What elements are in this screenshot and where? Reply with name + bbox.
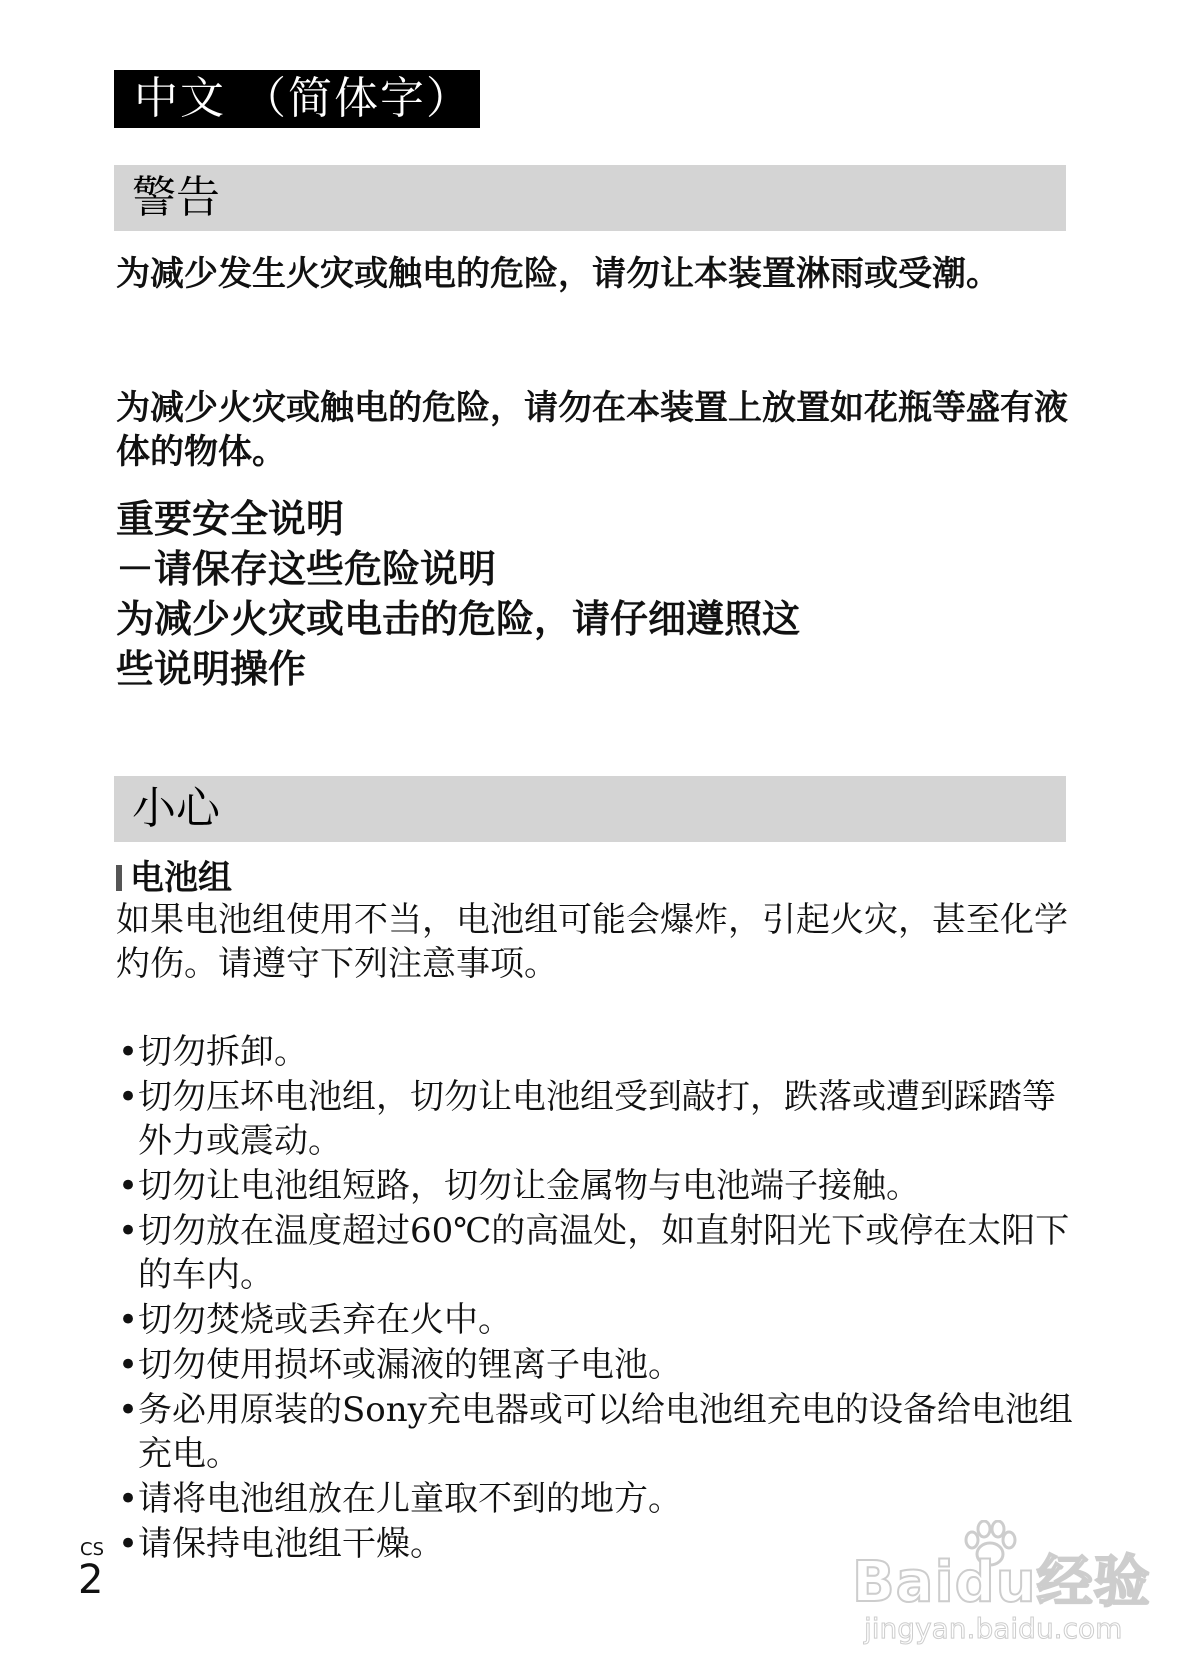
battery-subheading bbox=[116, 856, 232, 900]
safety-instructions bbox=[116, 494, 1076, 694]
subheading-marker bbox=[116, 865, 122, 891]
list-item bbox=[116, 1030, 1076, 1074]
watermark bbox=[852, 1520, 1172, 1650]
warning-text-rain: 为减少发生火灾或触电的危险，请勿让本装置淋雨或受潮。 bbox=[116, 254, 1000, 294]
bullet-dot: • bbox=[118, 1345, 139, 1385]
battery-subheading-label: 电池组 bbox=[130, 858, 232, 898]
page-number: 2 bbox=[78, 1557, 104, 1603]
list-item bbox=[116, 1209, 1076, 1297]
list-item bbox=[116, 1388, 1076, 1476]
list-item-text: 务必用原装的Sony充电器或可以给电池组充电的设备给电池组充电。 bbox=[138, 1390, 1073, 1474]
bullet-dot: • bbox=[118, 1032, 139, 1072]
bullet-dot: • bbox=[118, 1390, 139, 1430]
warning-text-liquid: 为减少火灾或触电的危险，请勿在本装置上放置如花瓶等盛有液体的物体。 bbox=[116, 388, 1068, 472]
safety-line: 些说明操作 bbox=[116, 647, 307, 691]
watermark-brand: Baidu经验 bbox=[852, 1550, 1151, 1615]
list-item bbox=[116, 1075, 1076, 1163]
list-item bbox=[116, 1164, 1076, 1208]
bullet-dot: • bbox=[118, 1524, 139, 1564]
list-item-text: 请将电池组放在儿童取不到的地方。 bbox=[138, 1479, 682, 1519]
list-item-text: 切勿使用损坏或漏液的锂离子电池。 bbox=[138, 1345, 682, 1385]
language-tab: 中文 （简体字） bbox=[114, 70, 480, 128]
warning-section-title: 警告 bbox=[114, 165, 1066, 231]
battery-intro: 如果电池组使用不当，电池组可能会爆炸，引起火灾，甚至化学灼伤。请遵守下列注意事项。 bbox=[116, 900, 1068, 984]
watermark-url: jingyan.baidu.com bbox=[864, 1612, 1123, 1645]
list-item-text: 请保持电池组干燥。 bbox=[138, 1524, 444, 1564]
list-item-text: 切勿放在温度超过60℃的高温处，如直射阳光下或停在太阳下的车内。 bbox=[138, 1211, 1070, 1295]
bullet-dot: • bbox=[118, 1479, 139, 1519]
list-item-text: 切勿拆卸。 bbox=[138, 1032, 308, 1072]
battery-precautions-list bbox=[116, 1030, 1076, 1567]
page-code: CS bbox=[80, 1539, 104, 1560]
list-item-text: 切勿焚烧或丢弃在火中。 bbox=[138, 1300, 512, 1340]
warning-paragraph-rain bbox=[116, 252, 1076, 296]
list-item bbox=[116, 1343, 1076, 1387]
list-item bbox=[116, 1477, 1076, 1521]
bullet-dot: • bbox=[118, 1077, 139, 1117]
list-item-text: 切勿让电池组短路，切勿让金属物与电池端子接触。 bbox=[138, 1166, 920, 1206]
bullet-dot: • bbox=[118, 1300, 139, 1340]
caution-section-title: 小心 bbox=[114, 776, 1066, 842]
bullet-dot: • bbox=[118, 1211, 139, 1251]
safety-line: 重要安全说明 bbox=[116, 497, 345, 541]
bullet-dot: • bbox=[118, 1166, 139, 1206]
list-item-text: 切勿压坏电池组，切勿让电池组受到敲打，跌落或遭到踩踏等外力或震动。 bbox=[138, 1077, 1056, 1161]
warning-paragraph-liquid bbox=[116, 386, 1076, 474]
safety-line: 为减少火灾或电击的危险，请仔细遵照这 bbox=[116, 597, 801, 641]
list-item bbox=[116, 1298, 1076, 1342]
safety-line: －请保存这些危险说明 bbox=[116, 547, 497, 591]
